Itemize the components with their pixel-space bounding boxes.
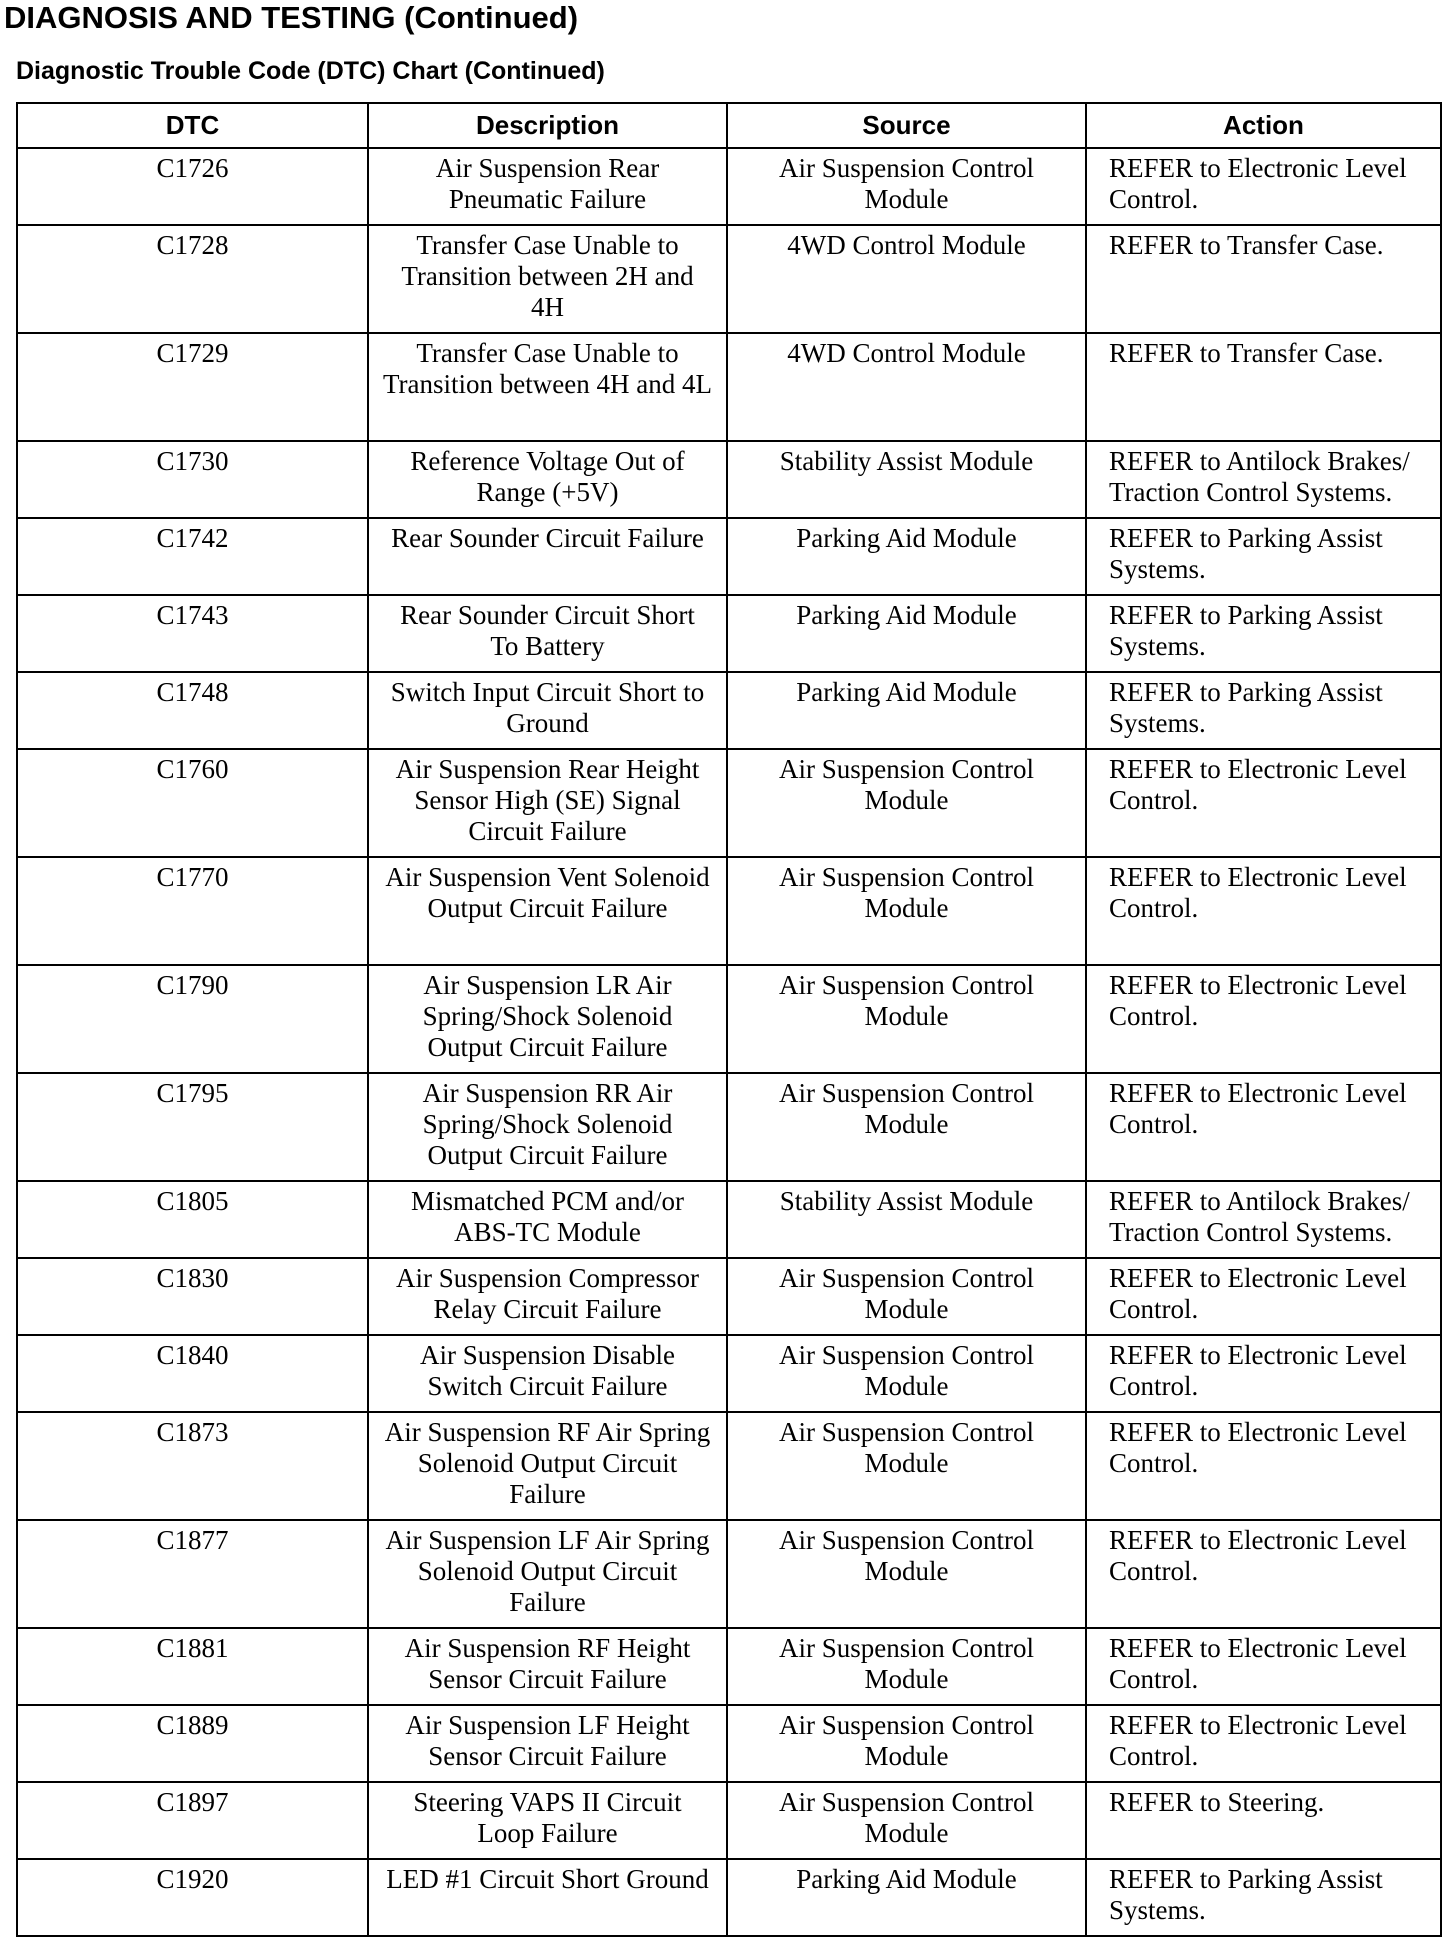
dtc-code: C1881 (17, 1628, 368, 1705)
dtc-code: C1743 (17, 595, 368, 672)
dtc-description: Mismatched PCM and/or ABS-TC Module (368, 1181, 727, 1258)
chart-title: Diagnostic Trouble Code (DTC) Chart (Continued) (16, 57, 605, 85)
dtc-code: C1877 (17, 1520, 368, 1628)
table-row (17, 1335, 1441, 1412)
dtc-code: C1795 (17, 1073, 368, 1181)
dtc-source: Air Suspension Control Module (727, 749, 1086, 857)
column-header-source: Source (727, 103, 1086, 148)
dtc-action: REFER to Electronic Level Control. (1086, 857, 1441, 965)
dtc-action: REFER to Electronic Level Control. (1086, 1520, 1441, 1628)
dtc-code: C1889 (17, 1705, 368, 1782)
dtc-description: Air Suspension Vent Solenoid Output Circuit Failure (368, 857, 727, 965)
dtc-action: REFER to Transfer Case. (1086, 225, 1441, 333)
dtc-source: Parking Aid Module (727, 1859, 1086, 1936)
table-row (17, 441, 1441, 518)
table-row (17, 1859, 1441, 1936)
table-row (17, 518, 1441, 595)
dtc-description: Air Suspension Compressor Relay Circuit Failure (368, 1258, 727, 1335)
dtc-description: Air Suspension Disable Switch Circuit Failure (368, 1335, 727, 1412)
dtc-action: REFER to Antilock Brakes/ Traction Control Systems. (1086, 441, 1441, 518)
table-row (17, 1073, 1441, 1181)
table-row (17, 1520, 1441, 1628)
table-row (17, 1705, 1441, 1782)
dtc-description: Air Suspension RR Air Spring/Shock Solenoid Output Circuit Failure (368, 1073, 727, 1181)
dtc-action: REFER to Parking Assist Systems. (1086, 518, 1441, 595)
dtc-chart-table (16, 102, 1442, 1937)
dtc-source: Stability Assist Module (727, 441, 1086, 518)
dtc-code: C1897 (17, 1782, 368, 1859)
dtc-code: C1748 (17, 672, 368, 749)
dtc-description: Air Suspension Rear Pneumatic Failure (368, 148, 727, 225)
dtc-code: C1730 (17, 441, 368, 518)
dtc-action: REFER to Electronic Level Control. (1086, 965, 1441, 1073)
dtc-source: Air Suspension Control Module (727, 148, 1086, 225)
table-header (17, 103, 1441, 148)
table-row (17, 148, 1441, 225)
dtc-code: C1729 (17, 333, 368, 441)
dtc-code: C1840 (17, 1335, 368, 1412)
dtc-source: Air Suspension Control Module (727, 1335, 1086, 1412)
dtc-source: Air Suspension Control Module (727, 1628, 1086, 1705)
dtc-code: C1805 (17, 1181, 368, 1258)
dtc-action: REFER to Electronic Level Control. (1086, 1073, 1441, 1181)
dtc-action: REFER to Electronic Level Control. (1086, 1705, 1441, 1782)
dtc-code: C1770 (17, 857, 368, 965)
dtc-description: Air Suspension RF Height Sensor Circuit Failure (368, 1628, 727, 1705)
dtc-description: Transfer Case Unable to Transition between 2H and 4H (368, 225, 727, 333)
dtc-description: Rear Sounder Circuit Failure (368, 518, 727, 595)
dtc-action: REFER to Electronic Level Control. (1086, 749, 1441, 857)
dtc-source: Air Suspension Control Module (727, 1520, 1086, 1628)
dtc-description: LED #1 Circuit Short Ground (368, 1859, 727, 1936)
table-row (17, 1258, 1441, 1335)
dtc-source: Air Suspension Control Module (727, 1412, 1086, 1520)
dtc-code: C1873 (17, 1412, 368, 1520)
dtc-description: Air Suspension LF Height Sensor Circuit Failure (368, 1705, 727, 1782)
dtc-description: Rear Sounder Circuit Short To Battery (368, 595, 727, 672)
column-header-action: Action (1086, 103, 1441, 148)
dtc-code: C1742 (17, 518, 368, 595)
dtc-source: Air Suspension Control Module (727, 1073, 1086, 1181)
column-header-description: Description (368, 103, 727, 148)
dtc-source: Air Suspension Control Module (727, 857, 1086, 965)
table-row (17, 749, 1441, 857)
dtc-action: REFER to Electronic Level Control. (1086, 1628, 1441, 1705)
dtc-description: Switch Input Circuit Short to Ground (368, 672, 727, 749)
dtc-code: C1760 (17, 749, 368, 857)
table-row (17, 1412, 1441, 1520)
dtc-source: Air Suspension Control Module (727, 1782, 1086, 1859)
dtc-code: C1728 (17, 225, 368, 333)
column-header-dtc: DTC (17, 103, 368, 148)
dtc-description: Reference Voltage Out of Range (+5V) (368, 441, 727, 518)
dtc-code: C1830 (17, 1258, 368, 1335)
dtc-action: REFER to Steering. (1086, 1782, 1441, 1859)
dtc-source: 4WD Control Module (727, 225, 1086, 333)
dtc-description: Transfer Case Unable to Transition between 4H and 4L (368, 333, 727, 441)
dtc-action: REFER to Transfer Case. (1086, 333, 1441, 441)
table-row (17, 1628, 1441, 1705)
dtc-description: Steering VAPS II Circuit Loop Failure (368, 1782, 727, 1859)
dtc-description: Air Suspension RF Air Spring Solenoid Output Circuit Failure (368, 1412, 727, 1520)
dtc-description: Air Suspension LR Air Spring/Shock Solenoid Output Circuit Failure (368, 965, 727, 1073)
dtc-source: Parking Aid Module (727, 672, 1086, 749)
dtc-action: REFER to Electronic Level Control. (1086, 148, 1441, 225)
dtc-action: REFER to Electronic Level Control. (1086, 1412, 1441, 1520)
dtc-action: REFER to Parking Assist Systems. (1086, 672, 1441, 749)
dtc-source: Air Suspension Control Module (727, 1705, 1086, 1782)
table-row (17, 595, 1441, 672)
table-row (17, 333, 1441, 441)
table-row (17, 225, 1441, 333)
dtc-action: REFER to Electronic Level Control. (1086, 1258, 1441, 1335)
dtc-action: REFER to Electronic Level Control. (1086, 1335, 1441, 1412)
dtc-code: C1920 (17, 1859, 368, 1936)
dtc-description: Air Suspension Rear Height Sensor High (SE) Signal Circuit Failure (368, 749, 727, 857)
table-row (17, 1782, 1441, 1859)
dtc-code: C1726 (17, 148, 368, 225)
header-row (17, 103, 1441, 148)
dtc-description: Air Suspension LF Air Spring Solenoid Output Circuit Failure (368, 1520, 727, 1628)
dtc-action: REFER to Antilock Brakes/ Traction Control Systems. (1086, 1181, 1441, 1258)
dtc-source: Parking Aid Module (727, 595, 1086, 672)
dtc-source: Parking Aid Module (727, 518, 1086, 595)
dtc-source: Air Suspension Control Module (727, 1258, 1086, 1335)
dtc-source: Stability Assist Module (727, 1181, 1086, 1258)
table-row (17, 857, 1441, 965)
dtc-source: Air Suspension Control Module (727, 965, 1086, 1073)
dtc-source: 4WD Control Module (727, 333, 1086, 441)
table-row (17, 672, 1441, 749)
table-row (17, 965, 1441, 1073)
table-row (17, 1181, 1441, 1258)
table-body (17, 148, 1441, 1936)
dtc-action: REFER to Parking Assist Systems. (1086, 1859, 1441, 1936)
section-title: DIAGNOSIS AND TESTING (Continued) (4, 0, 579, 35)
dtc-action: REFER to Parking Assist Systems. (1086, 595, 1441, 672)
dtc-code: C1790 (17, 965, 368, 1073)
